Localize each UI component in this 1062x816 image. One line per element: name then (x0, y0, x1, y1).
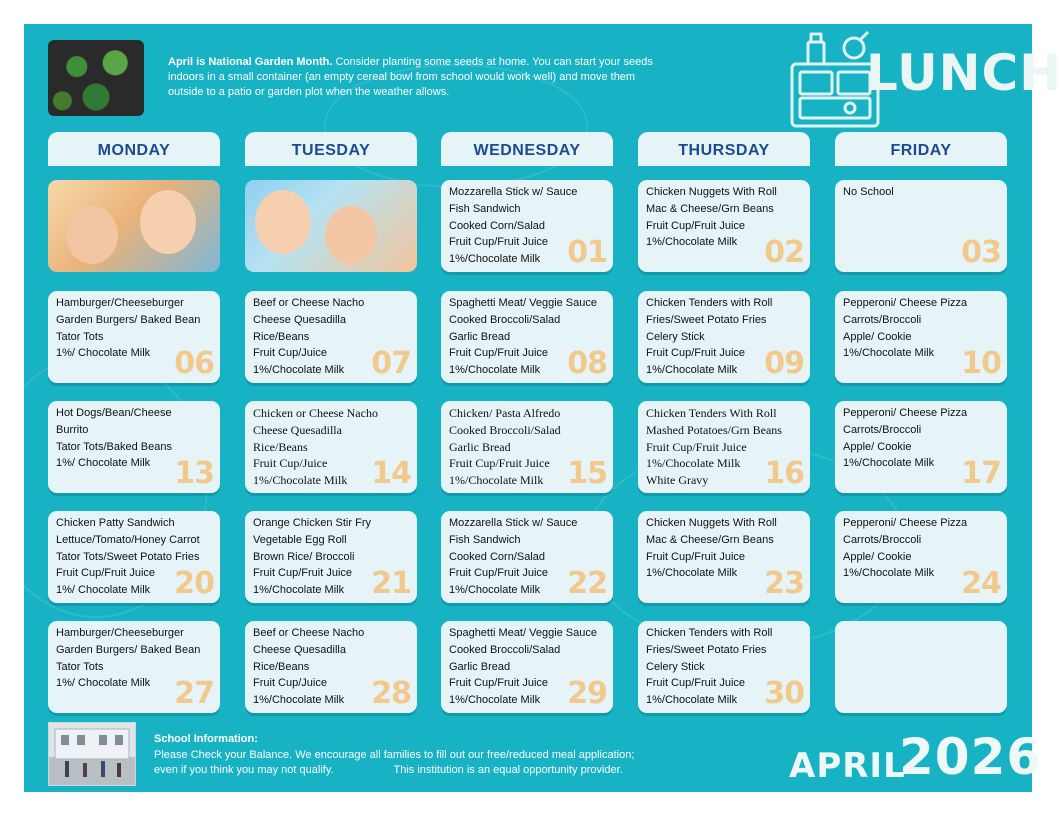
menu-item: Spaghetti Meat/ Veggie Sauce (449, 297, 597, 309)
menu-item: Chicken/ Pasta Alfredo (449, 406, 561, 420)
menu-item: 1%/Chocolate Milk (253, 584, 345, 597)
date-number: 08 (567, 346, 607, 381)
date-number: 02 (764, 235, 804, 270)
menu-item: Rice/Beans (253, 439, 308, 454)
date-number: 17 (961, 456, 1001, 491)
menu-item: Fries/Sweet Potato Fries (646, 643, 767, 656)
menu-item: Fruit Cup/Juice (253, 456, 328, 471)
menu-item: Rice/Beans (253, 660, 310, 673)
menu-item: Cheese Quesadilla (253, 422, 342, 437)
menu-item: Fruit Cup/Fruit Juice (449, 347, 549, 360)
menu-item: 1%/Chocolate Milk (449, 364, 541, 377)
school-info-title: School Information: (154, 733, 258, 745)
date-number: 22 (567, 566, 607, 601)
menu-item: Orange Chicken Stir Fry (253, 517, 371, 529)
date-number: 27 (174, 676, 214, 711)
menu-day-cell (245, 621, 417, 713)
menu-day-cell (245, 291, 417, 383)
menu-item: Fruit Cup/Fruit Juice (646, 439, 747, 454)
menu-item: Fish Sandwich (449, 202, 521, 215)
menu-item: White Gravy (646, 473, 709, 488)
menu-item: Fruit Cup/Fruit Juice (646, 550, 746, 563)
menu-item: Chicken Tenders with Roll (646, 297, 773, 309)
menu-item: Cooked Broccoli/Salad (449, 422, 561, 437)
menu-day-cell (441, 180, 613, 272)
menu-item: Mac & Cheese/Grn Beans (646, 202, 774, 215)
calendar-sheet (24, 24, 1062, 792)
menu-day-cell (835, 511, 1007, 603)
menu-item: Fruit Cup/Fruit Juice (253, 567, 353, 580)
date-number: 14 (371, 456, 411, 491)
menu-item: 1%/Chocolate Milk (646, 364, 738, 377)
menu-item: Cooked Broccoli/Salad (449, 313, 561, 326)
menu-item: Apple/ Cookie (843, 330, 912, 343)
date-number: 30 (764, 676, 804, 711)
equal-opportunity-statement: This institution is an equal opportunity provider. (393, 764, 623, 776)
menu-item: Carrots/Broccoli (843, 533, 922, 546)
menu-item: 1%/Chocolate Milk (449, 694, 541, 707)
menu-item: Hamburger/Cheeseburger (56, 627, 184, 639)
day-header-monday: MONDAY (48, 132, 220, 166)
date-number: 03 (961, 235, 1001, 270)
school-info-line: Please Check your Balance. We encourage all families to fill out our free/reduced meal application; (154, 748, 635, 761)
menu-day-cell (638, 401, 810, 493)
menu-item: Beef or Cheese Nacho (253, 627, 365, 639)
menu-item: 1%/Chocolate Milk (646, 456, 741, 471)
date-number: 28 (371, 676, 411, 711)
menu-item: No School (843, 186, 894, 198)
menu-item: 1%/Chocolate Milk (449, 584, 541, 597)
menu-item: Mozzarella Stick w/ Sauce (449, 186, 578, 198)
date-number: 21 (371, 566, 411, 601)
menu-day-cell (441, 621, 613, 713)
date-number: 23 (764, 566, 804, 601)
month-label: APRIL (789, 746, 906, 786)
menu-item: Fruit Cup/Fruit Juice (449, 677, 549, 690)
notice-title: April is National Garden Month. (168, 56, 333, 68)
menu-item: Fruit Cup/Fruit Juice (646, 677, 746, 690)
menu-day-cell (638, 291, 810, 383)
menu-item: Lettuce/Tomato/Honey Carrot (56, 533, 200, 546)
child-face (66, 206, 118, 264)
menu-day-cell (48, 511, 220, 603)
date-number: 29 (567, 676, 607, 711)
menu-item: 1%/Chocolate Milk (646, 694, 738, 707)
menu-item: Mashed Potatoes/Grn Beans (646, 422, 782, 437)
menu-item: Chicken Tenders with Roll (646, 627, 773, 639)
garden-month-notice (168, 55, 668, 100)
menu-day-cell (245, 401, 417, 493)
menu-item: Celery Stick (646, 330, 705, 343)
menu-item: Cheese Quesadilla (253, 643, 346, 656)
menu-item: 1%/Chocolate Milk (646, 236, 738, 249)
menu-item: Carrots/Broccoli (843, 423, 922, 436)
menu-item: Tator Tots/Baked Beans (56, 440, 172, 453)
menu-item: 1%/Chocolate Milk (253, 364, 345, 377)
menu-item: Celery Stick (646, 660, 705, 673)
menu-item: Garlic Bread (449, 330, 511, 343)
menu-item: Burrito (56, 423, 89, 436)
menu-item: Chicken Tenders With Roll (646, 406, 777, 420)
menu-item: Chicken or Cheese Nacho (253, 406, 378, 420)
menu-day-cell (48, 621, 220, 713)
menu-item: 1%/Chocolate Milk (843, 347, 935, 360)
menu-item: Pepperoni/ Cheese Pizza (843, 297, 968, 309)
menu-item: 1%/ Chocolate Milk (56, 457, 151, 470)
child-face (325, 206, 377, 264)
menu-item: Tator Tots (56, 330, 104, 343)
day-header-wednesday: WEDNESDAY (441, 132, 613, 166)
menu-day-cell (245, 511, 417, 603)
menu-item: 1%/Chocolate Milk (843, 457, 935, 470)
menu-item: Fruit Cup/Fruit Juice (449, 236, 549, 249)
menu-item: Fish Sandwich (449, 533, 521, 546)
menu-item: Beef or Cheese Nacho (253, 297, 365, 309)
menu-item: Garden Burgers/ Baked Bean (56, 313, 201, 326)
menu-day-cell (441, 511, 613, 603)
menu-item: 1%/Chocolate Milk (646, 567, 738, 580)
menu-item: 1%/ Chocolate Milk (56, 584, 151, 597)
menu-item: 1%/Chocolate Milk (449, 473, 544, 488)
menu-day-cell (638, 180, 810, 272)
child-face (140, 190, 196, 254)
menu-day-cell (835, 621, 1007, 713)
menu-item: Brown Rice/ Broccoli (253, 550, 355, 563)
menu-item: Vegetable Egg Roll (253, 533, 347, 546)
day-header-thursday: THURSDAY (638, 132, 810, 166)
date-number: 16 (764, 456, 804, 491)
menu-item: Chicken Patty Sandwich (56, 517, 175, 529)
school-information (154, 732, 694, 779)
school-info-line (154, 763, 694, 779)
notice-body: Consider planting some seeds at home. You can start your seeds indoors in a small container (an empty cereal bowl from school would work well) and move them outside to a patio or garden plot when the weather allows. (168, 56, 653, 98)
menu-day-cell (48, 291, 220, 383)
date-number: 09 (764, 346, 804, 381)
year-label: 2026 (899, 728, 1043, 786)
date-number: 01 (567, 235, 607, 270)
menu-item: Garden Burgers/ Baked Bean (56, 643, 201, 656)
date-number: 13 (174, 456, 214, 491)
menu-item: Apple/ Cookie (843, 440, 912, 453)
menu-day-cell (835, 180, 1007, 272)
date-number: 24 (961, 566, 1001, 601)
menu-item: Cooked Corn/Salad (449, 550, 546, 563)
menu-item: Fruit Cup/Fruit Juice (646, 347, 746, 360)
menu-item: 1%/Chocolate Milk (449, 253, 541, 266)
menu-item: Garlic Bread (449, 660, 511, 673)
menu-item: Rice/Beans (253, 330, 310, 343)
garden-seedlings-photo (48, 40, 144, 116)
date-number: 20 (174, 566, 214, 601)
date-number: 07 (371, 346, 411, 381)
day-header-friday: FRIDAY (835, 132, 1007, 166)
menu-item: 1%/ Chocolate Milk (56, 677, 151, 690)
day-header-tuesday: TUESDAY (245, 132, 417, 166)
menu-item: Fruit Cup/Juice (253, 347, 327, 360)
school-info-line: even if you think you may not qualify. (154, 764, 334, 776)
menu-item: 1%/ Chocolate Milk (56, 347, 151, 360)
menu-day-cell (835, 401, 1007, 493)
menu-item: Tator Tots (56, 660, 104, 673)
menu-item: Fries/Sweet Potato Fries (646, 313, 767, 326)
kids-photo-2 (245, 180, 417, 272)
menu-item: Cooked Broccoli/Salad (449, 643, 561, 656)
lunch-title: LUNCH (866, 44, 1062, 102)
school-building-photo (48, 722, 136, 786)
menu-item: Mozzarella Stick w/ Sauce (449, 517, 578, 529)
menu-item: 1%/Chocolate Milk (253, 473, 348, 488)
menu-day-cell (638, 621, 810, 713)
menu-item: Cheese Quesadilla (253, 313, 346, 326)
menu-item: Hot Dogs/Bean/Cheese (56, 407, 172, 419)
menu-item: Apple/ Cookie (843, 550, 912, 563)
menu-item: Garlic Bread (449, 439, 511, 454)
menu-item: 1%/Chocolate Milk (253, 694, 345, 707)
menu-item: Tator Tots/Sweet Potato Fries (56, 550, 200, 563)
menu-item: Cooked Corn/Salad (449, 219, 546, 232)
menu-day-cell (441, 291, 613, 383)
menu-item: Spaghetti Meat/ Veggie Sauce (449, 627, 597, 639)
date-number: 15 (567, 456, 607, 491)
menu-item: Hamburger/Cheeseburger (56, 297, 184, 309)
menu-item: Fruit Cup/Juice (253, 677, 327, 690)
date-number: 06 (174, 346, 214, 381)
menu-item: Pepperoni/ Cheese Pizza (843, 407, 968, 419)
kids-photo-1 (48, 180, 220, 272)
menu-day-cell (835, 291, 1007, 383)
menu-item: Fruit Cup/Fruit Juice (449, 456, 550, 471)
menu-item: Mac & Cheese/Grn Beans (646, 533, 774, 546)
menu-item: Carrots/Broccoli (843, 313, 922, 326)
menu-day-cell (48, 401, 220, 493)
date-number: 10 (961, 346, 1001, 381)
child-face (255, 190, 311, 254)
menu-item: Fruit Cup/Fruit Juice (449, 567, 549, 580)
menu-item: Pepperoni/ Cheese Pizza (843, 517, 968, 529)
menu-day-cell (441, 401, 613, 493)
menu-day-cell (638, 511, 810, 603)
menu-item: 1%/Chocolate Milk (843, 567, 935, 580)
menu-item: Chicken Nuggets With Roll (646, 186, 777, 198)
menu-item: Fruit Cup/Fruit Juice (56, 567, 156, 580)
menu-item: Chicken Nuggets With Roll (646, 517, 777, 529)
menu-item: Fruit Cup/Fruit Juice (646, 219, 746, 232)
